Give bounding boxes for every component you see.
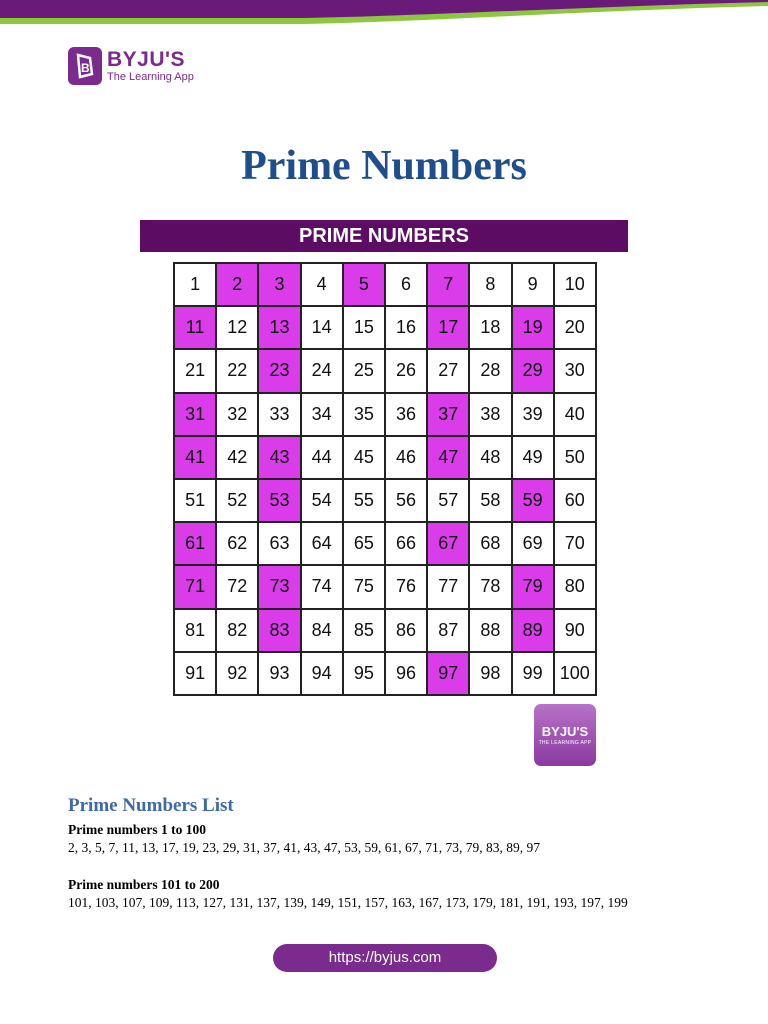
grid-cell-prime: 5	[344, 264, 386, 307]
grid-cell-prime: 7	[428, 264, 470, 307]
grid-cell: 8	[470, 264, 512, 307]
grid-cell: 98	[470, 653, 512, 696]
grid-cell-prime: 61	[175, 523, 217, 566]
byjus-badge-logo	[534, 704, 596, 766]
grid-cell: 70	[555, 523, 597, 566]
grid-cell: 78	[470, 566, 512, 609]
grid-cell: 12	[217, 307, 259, 350]
grid-cell: 85	[344, 610, 386, 653]
grid-cell: 15	[344, 307, 386, 350]
logo-mark-letter: B	[81, 61, 90, 75]
grid-cell: 35	[344, 394, 386, 437]
grid-cell-prime: 17	[428, 307, 470, 350]
grid-cell: 34	[302, 394, 344, 437]
prime-number-grid	[173, 262, 597, 696]
grid-cell-prime: 37	[428, 394, 470, 437]
grid-cell: 86	[386, 610, 428, 653]
grid-cell: 30	[555, 350, 597, 393]
grid-cell: 46	[386, 437, 428, 480]
grid-cell: 63	[259, 523, 301, 566]
grid-cell: 88	[470, 610, 512, 653]
grid-cell: 64	[302, 523, 344, 566]
grid-cell: 68	[470, 523, 512, 566]
grid-cell-prime: 11	[175, 307, 217, 350]
grid-cell-prime: 67	[428, 523, 470, 566]
grid-cell: 95	[344, 653, 386, 696]
grid-cell: 52	[217, 480, 259, 523]
grid-cell: 42	[217, 437, 259, 480]
grid-cell: 20	[555, 307, 597, 350]
grid-cell: 27	[428, 350, 470, 393]
grid-cell-prime: 2	[217, 264, 259, 307]
grid-cell: 10	[555, 264, 597, 307]
grid-cell: 22	[217, 350, 259, 393]
badge-name: BYJU'S	[541, 723, 589, 739]
grid-cell: 24	[302, 350, 344, 393]
grid-cell: 72	[217, 566, 259, 609]
grid-cell: 26	[386, 350, 428, 393]
grid-cell-prime: 31	[175, 394, 217, 437]
grid-cell: 96	[386, 653, 428, 696]
grid-cell: 40	[555, 394, 597, 437]
grid-cell: 4	[302, 264, 344, 307]
grid-cell: 32	[217, 394, 259, 437]
grid-cell: 33	[259, 394, 301, 437]
grid-cell: 38	[470, 394, 512, 437]
grid-cell: 66	[386, 523, 428, 566]
grid-cell-prime: 47	[428, 437, 470, 480]
byjus-logo[interactable]	[68, 47, 194, 85]
grid-cell: 93	[259, 653, 301, 696]
grid-cell: 87	[428, 610, 470, 653]
grid-cell: 84	[302, 610, 344, 653]
grid-cell: 74	[302, 566, 344, 609]
grid-cell: 94	[302, 653, 344, 696]
grid-cell-prime: 3	[259, 264, 301, 307]
grid-cell: 56	[386, 480, 428, 523]
grid-cell: 48	[470, 437, 512, 480]
grid-cell-prime: 59	[513, 480, 555, 523]
grid-cell: 39	[513, 394, 555, 437]
grid-cell: 69	[513, 523, 555, 566]
grid-cell: 55	[344, 480, 386, 523]
grid-cell: 18	[470, 307, 512, 350]
grid-cell: 16	[386, 307, 428, 350]
grid-cell-prime: 83	[259, 610, 301, 653]
prime-chart-header: PRIME NUMBERS	[140, 220, 628, 252]
label-1-to-100: Prime numbers 1 to 100	[68, 822, 206, 837]
grid-cell: 82	[217, 610, 259, 653]
grid-cell: 60	[555, 480, 597, 523]
grid-cell-prime: 19	[513, 307, 555, 350]
values-1-to-100: 2, 3, 5, 7, 11, 13, 17, 19, 23, 29, 31, 37, 41, 43, 47, 53, 59, 61, 67, 71, 73, 79, 83, 89, 97	[68, 840, 540, 855]
grid-cell: 44	[302, 437, 344, 480]
logo-mark-icon	[68, 47, 102, 85]
grid-cell: 58	[470, 480, 512, 523]
top-decorative-band	[0, 0, 768, 30]
grid-cell: 100	[555, 653, 597, 696]
grid-cell: 6	[386, 264, 428, 307]
grid-cell: 75	[344, 566, 386, 609]
grid-cell-prime: 13	[259, 307, 301, 350]
grid-cell: 9	[513, 264, 555, 307]
grid-cell: 14	[302, 307, 344, 350]
badge-tagline: THE LEARNING APP	[538, 739, 592, 746]
grid-cell: 99	[513, 653, 555, 696]
grid-cell: 54	[302, 480, 344, 523]
grid-cell-prime: 73	[259, 566, 301, 609]
grid-cell-prime: 97	[428, 653, 470, 696]
grid-cell-prime: 43	[259, 437, 301, 480]
grid-cell: 77	[428, 566, 470, 609]
grid-cell: 76	[386, 566, 428, 609]
grid-cell: 92	[217, 653, 259, 696]
grid-cell: 91	[175, 653, 217, 696]
grid-cell-prime: 71	[175, 566, 217, 609]
values-101-to-200: 101, 103, 107, 109, 113, 127, 131, 137, 139, 149, 151, 157, 163, 167, 173, 179, 181, 191, 193, 197, 199	[68, 895, 628, 910]
grid-cell: 81	[175, 610, 217, 653]
grid-cell: 57	[428, 480, 470, 523]
grid-cell: 21	[175, 350, 217, 393]
logo-tagline: The Learning App	[107, 71, 194, 83]
grid-cell: 50	[555, 437, 597, 480]
grid-cell: 28	[470, 350, 512, 393]
grid-cell-prime: 29	[513, 350, 555, 393]
grid-cell: 1	[175, 264, 217, 307]
grid-cell-prime: 79	[513, 566, 555, 609]
grid-cell: 25	[344, 350, 386, 393]
grid-cell: 90	[555, 610, 597, 653]
grid-cell: 51	[175, 480, 217, 523]
grid-cell: 80	[555, 566, 597, 609]
grid-cell: 65	[344, 523, 386, 566]
grid-cell: 49	[513, 437, 555, 480]
label-101-to-200: Prime numbers 101 to 200	[68, 877, 220, 892]
grid-cell-prime: 41	[175, 437, 217, 480]
footer-url-link[interactable]: https://byjus.com	[273, 944, 497, 972]
prime-list-heading: Prime Numbers List	[68, 795, 234, 816]
grid-cell: 62	[217, 523, 259, 566]
page-title: Prime Numbers	[241, 143, 527, 189]
grid-cell: 36	[386, 394, 428, 437]
grid-cell-prime: 23	[259, 350, 301, 393]
grid-cell-prime: 89	[513, 610, 555, 653]
logo-name: BYJU'S	[107, 48, 186, 71]
grid-cell-prime: 53	[259, 480, 301, 523]
grid-cell: 45	[344, 437, 386, 480]
